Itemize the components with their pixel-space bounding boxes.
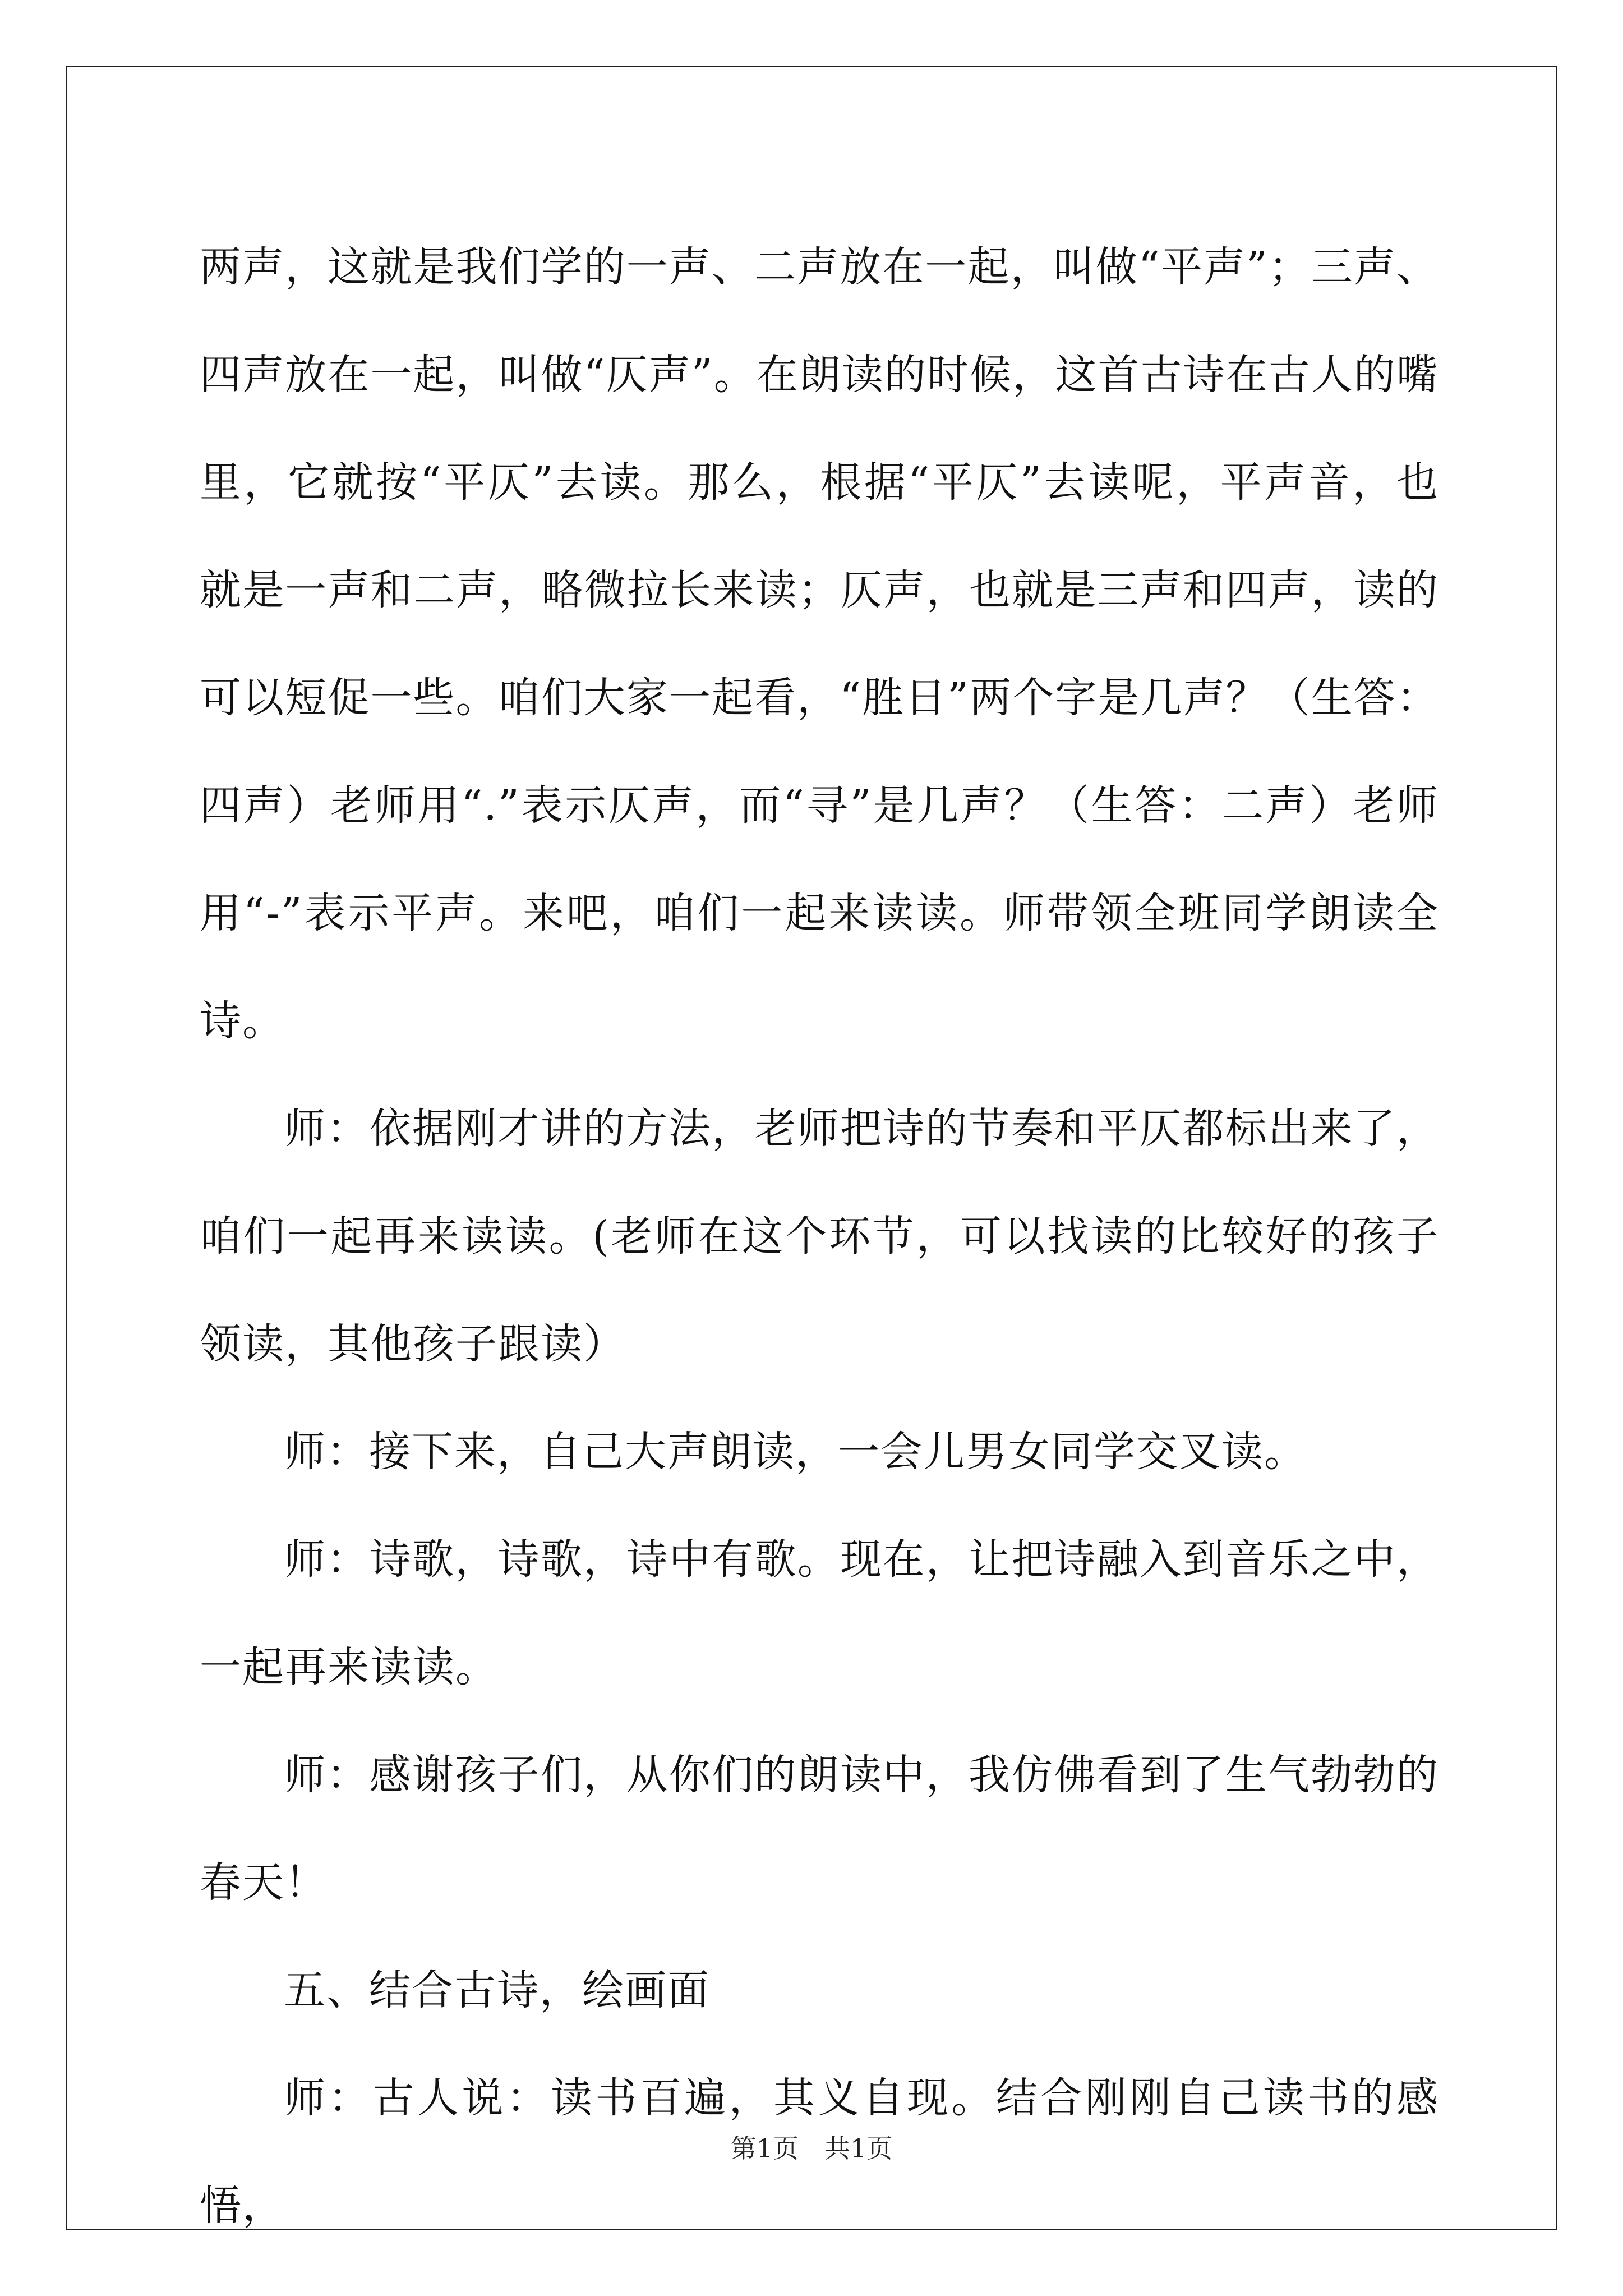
paragraph-5: 师：感谢孩子们，从你们的朗读中，我仿佛看到了生气勃勃的春天！ bbox=[200, 1751, 1439, 1907]
page-number-footer: 第1页 共1页 bbox=[730, 2133, 893, 2164]
paragraph-4: 师：诗歌，诗歌，诗中有歌。现在，让把诗融入到音乐之中，一起再来读读。 bbox=[200, 1535, 1439, 1691]
paragraph-1: 两声，这就是我们学的一声、二声放在一起，叫做“平声”；三声、四声放在一起，叫做“仄声”。在朗读的时候，这首古诗在古人的嘴里，它就按“平仄”去读。那么，根据“平仄”去读呢，平声音，也就是一声和二声，略微拉长来读；仄声，也就是三声和四声，读的可以短促一些。咱们大家一起看，“胜日”两个字是几声？（生答：四声）老师用“.”表示仄声，而“寻”是几声？（生答：二声）老师用“-”表示平声。来吧，咱们一起来读读。师带领全班同学朗读全诗。 bbox=[200, 243, 1439, 1045]
section-heading: 五、结合古诗，绘画面 bbox=[284, 1966, 710, 2014]
paragraph-6: 师：古人说：读书百遍，其义自现。结合刚刚自己读书的感悟， bbox=[200, 2074, 1439, 2230]
document-body bbox=[200, 213, 1439, 2260]
paragraph-3: 师：接下来，自己大声朗读，一会儿男女同学交叉读。 bbox=[284, 1428, 1307, 1476]
paragraph-2: 师：依据刚才讲的方法，老师把诗的节奏和平仄都标出来了，咱们一起再来读读。(老师在这个环节，可以找读的比较好的孩子领读，其他孩子跟读） bbox=[200, 1105, 1439, 1368]
